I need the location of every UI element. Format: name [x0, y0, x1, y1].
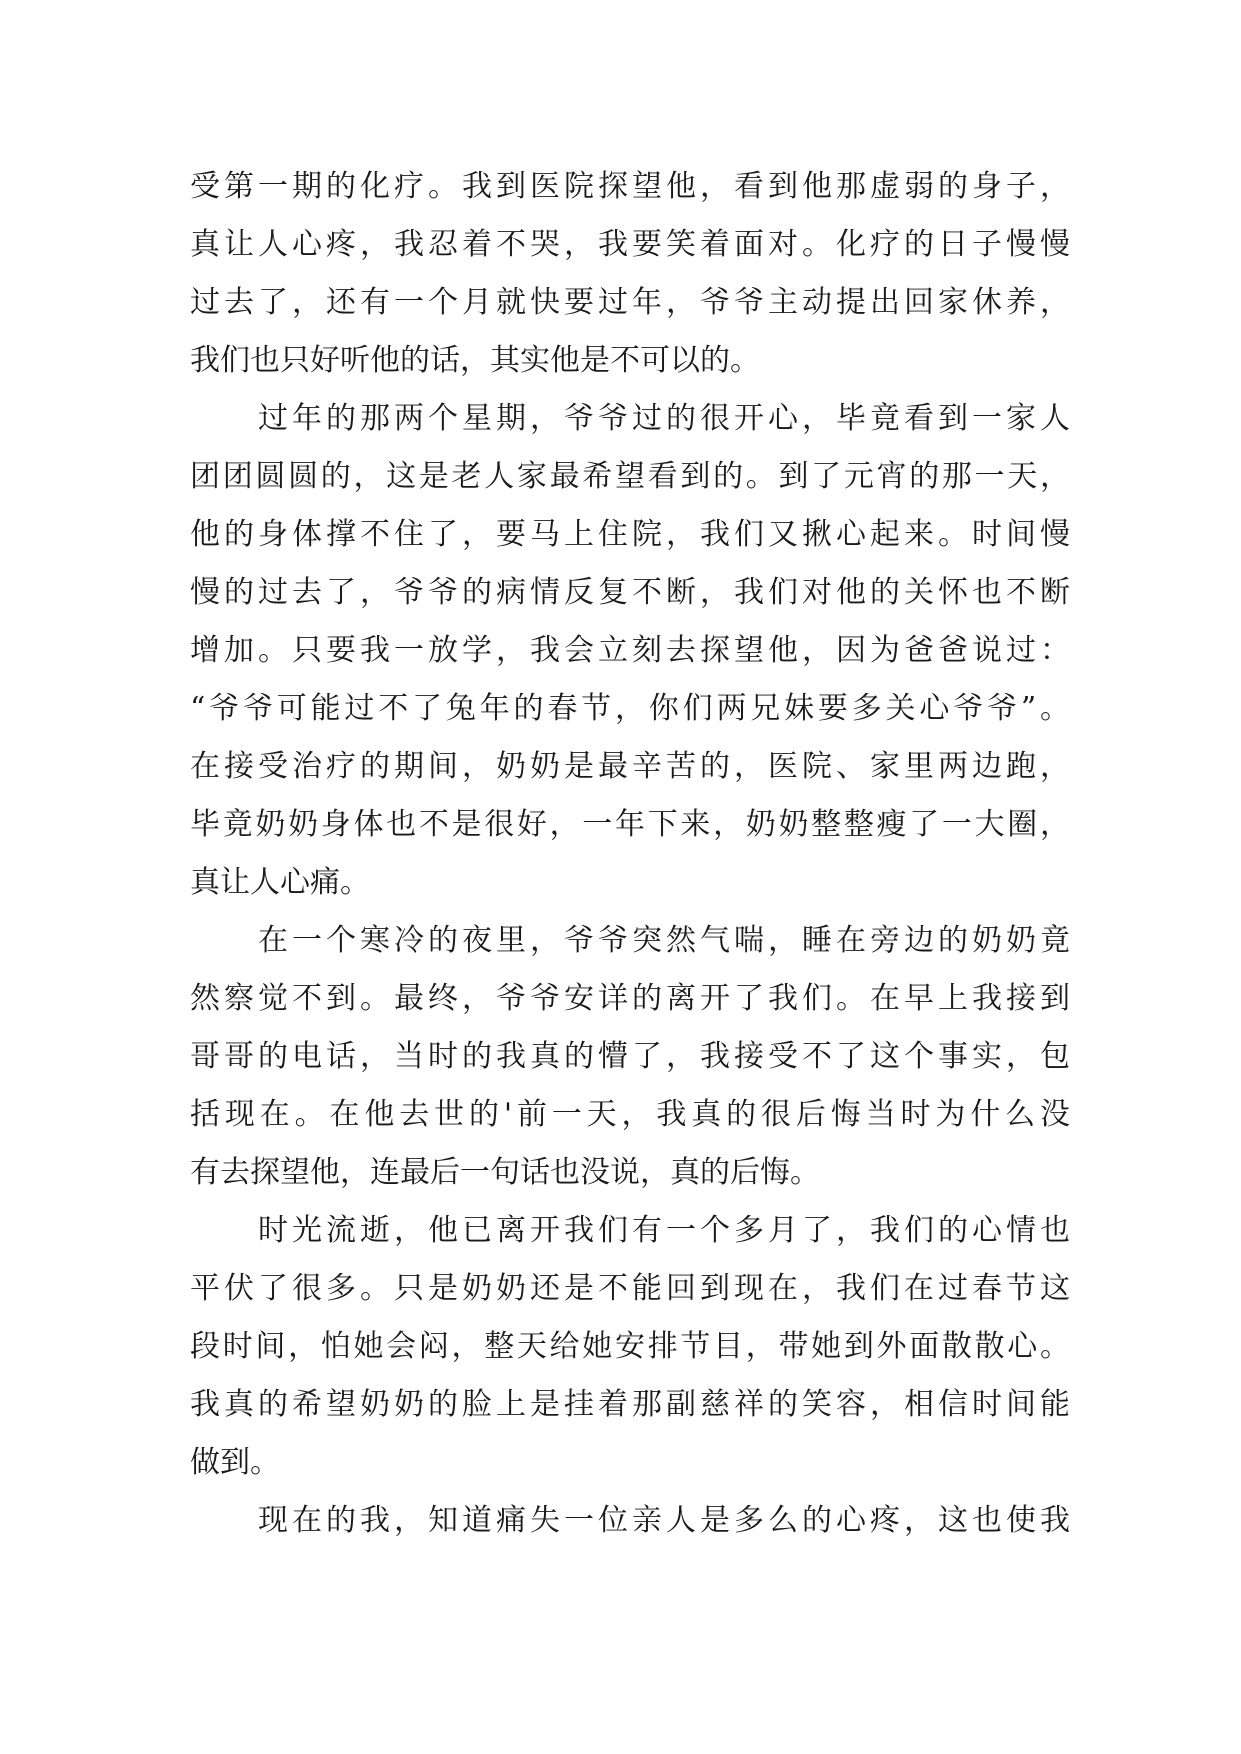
text-line: 现在的我，知道痛失一位亲人是多么的心疼，这也使我: [258, 1503, 1070, 1538]
text-line: 段时间，怕她会闷，整天给她安排节目，带她到外面散散心。: [190, 1329, 1070, 1364]
text-line: 毕竟奶奶身体也不是很好，一年下来，奶奶整整瘦了一大圈，: [190, 807, 1070, 842]
text-line: 过去了，还有一个月就快要过年，爷爷主动提出回家休养，: [190, 285, 1070, 320]
text-line: “爷爷可能过不了兔年的春节，你们两兄妹要多关心爷爷”。: [190, 691, 1070, 726]
text-line: 慢的过去了，爷爷的病情反复不断，我们对他的关怀也不断: [190, 575, 1070, 610]
text-line: 他的身体撑不住了，要马上住院，我们又揪心起来。时间慢: [190, 517, 1070, 552]
text-line: 增加。只要我一放学，我会立刻去探望他，因为爸爸说过：: [190, 633, 1070, 668]
paragraph-5: [190, 1492, 1070, 1550]
text-line: 我们也只好听他的话，其实他是不可以的。: [190, 343, 760, 378]
paragraph-4: [190, 1202, 1070, 1492]
text-line: 团团圆圆的，这是老人家最希望看到的。到了元宵的那一天，: [190, 459, 1070, 494]
text-line: 然察觉不到。最终，爷爷安详的离开了我们。在早上我接到: [190, 981, 1070, 1016]
text-line: 时光流逝，他已离开我们有一个多月了，我们的心情也: [258, 1213, 1070, 1248]
text-line: 做到。: [190, 1445, 280, 1480]
text-line: 真让人心痛。: [190, 865, 370, 900]
paragraph-2: [190, 390, 1070, 912]
text-line: 真让人心疼，我忍着不哭，我要笑着面对。化疗的日子慢慢: [190, 227, 1070, 262]
text-line: 在接受治疗的期间，奶奶是最辛苦的，医院、家里两边跑，: [190, 749, 1070, 784]
text-line: 过年的那两个星期，爷爷过的很开心，毕竟看到一家人: [258, 401, 1070, 436]
text-line: 我真的希望奶奶的脸上是挂着那副慈祥的笑容，相信时间能: [190, 1387, 1070, 1422]
paragraph-1: [190, 158, 1070, 390]
text-line: 括现在。在他去世的'前一天，我真的很后悔当时为什么没: [190, 1097, 1070, 1132]
text-line: 在一个寒冷的夜里，爷爷突然气喘，睡在旁边的奶奶竟: [258, 923, 1070, 958]
text-line: 哥哥的电话，当时的我真的懵了，我接受不了这个事实，包: [190, 1039, 1070, 1074]
text-line: 受第一期的化疗。我到医院探望他，看到他那虚弱的身子，: [190, 169, 1070, 204]
text-line: 有去探望他，连最后一句话也没说，真的后悔。: [190, 1155, 820, 1190]
paragraph-3: [190, 912, 1070, 1202]
text-line: 平伏了很多。只是奶奶还是不能回到现在，我们在过春节这: [190, 1271, 1070, 1306]
body-text: [190, 158, 1070, 1550]
